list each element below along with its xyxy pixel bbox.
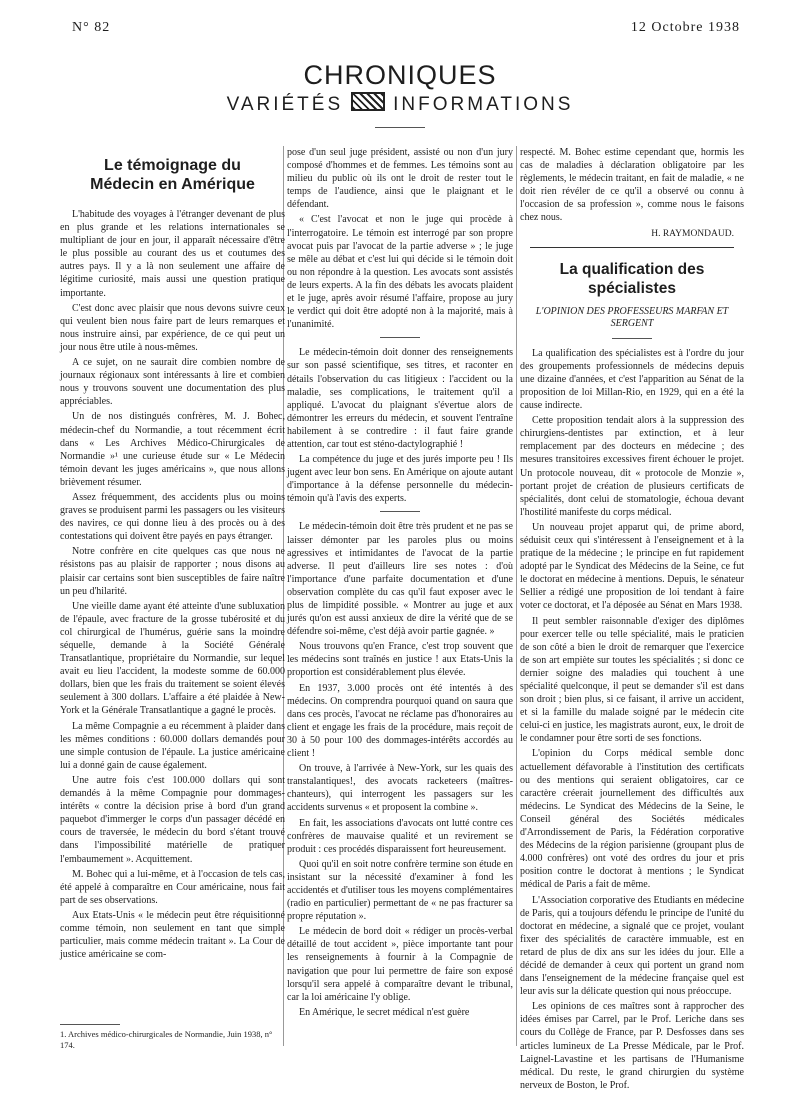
article2-subhead: L'OPINION DES PROFESSEURS MARFAN ET SERGENT [535,305,729,329]
paragraph: Il peut sembler raisonnable d'exiger des diplômes pour exercer telle ou telle spécialité, mais le praticien de son côté a bien le droit de remarquer que l'exercice de son art empiète sur toutes les spécialités ; si donc ce dernier soigne des maladies qui touchent à une spécialité quelconque, il peut se demander s'il est dans son droit ; bien plus, si ce faisant, il arrive un accident, et si la famille du malade soigné par le médecin cite celui-ci en justice, les magistrats auront, eux, le droit de le condamner pour être sorti de ses fonctions. [520,615,744,745]
paragraph: Un nouveau projet apparut qui, de prime abord, séduisit ceux qui s'intéressent à l'enseignement et à la pratique de la médecine ; le principe en fut rapidement adopté par le Syndicat des Médecins de la Seine, ce fut le doctorat en médecine à mentions. Depuis, le sénateur Sellier a rédigé une proposition de loi tendant à faire voter ce doctorat, et l'a déposée au Sénat en Mars 1938. [520,521,744,612]
footnote-text: 1. Archives médico-chirurgicales de Normandie, Juin 1938, n° 174. [60,1029,273,1050]
paragraph: En 1937, 3.000 procès ont été intentés à des médecins. On comprendra pourquoi quand on saura que dans ces procès, l'avocat ne réclame pas d'honoraires au client et engage les frais de la procédure, mais reçoit de 30 à 50 pour 100 des dommages-intérêts accordés au client ! [287,682,513,760]
paragraph: Le médecin de bord doit « rédiger un procès-verbal détaillé de tout accident », pièce importante tant pour les renseignements à fournir à la Compagnie de navigation que pour lui permettre de faire son exposé lorsqu'il sera appelé à comparaître devant le tribunal, car la loi américaine l'y oblige. [287,926,513,1003]
paragraph: L'Association corporative des Etudiants en médecine de Paris, qui a toujours défendu le principe de l'unité du doctorat en médecine, a signalé que ce projet, voulant fixer des spécialités de caractère immuable, est en retard de plus de dix ans sur les idées du jour. Elle a décidé de demander à ceux qui portent un grand nom dans l'enseignement de la médecine française quel est leur avis sur la délicate question qui nous préoccupe. [520,894,745,998]
article2-title: La qualification des spécialistes [559,260,705,297]
article-divider [530,247,734,248]
paragraph-divider [380,511,420,512]
paragraph: pose d'un seul juge président, assisté ou non d'un jury composé d'hommes et de femmes. Les témoins sont au milieu du public où ils ont le droit de rester tout le temps de l'audience, ainsi que le plaignant et le défendant. [287,147,513,211]
article1-title: Le témoignage du Médecin en Amérique [90,157,255,193]
title-divider [375,127,425,128]
column-2 [287,146,513,1021]
paragraph: Le médecin-témoin doit être très prudent et ne pas se laisser démonter par les paroles plus ou moins agressives et intimidantes de l'avocat de la partie adverse. Il peut d'ailleurs lire ses notes : d'où l'importance d'une parfaite documentation et d'une observation complète du cas qu'il faut exposer avec le plus de limpidité possible. « Montrer au juge et aux jurés qu'on est aussi anxieux de dire la vérité que de se défendre soi-même, c'est déjà avoir partie gagnée. » [287,521,513,638]
paragraph: Nous trouvons qu'en France, c'est trop souvent que les médecins sont traînés en justice ! aux Etats-Unis la proportion est considérablement plus élevée. [287,641,513,679]
paragraph: La compétence du juge et des jurés importe peu ! Ils jugent avec leur bon sens. En Amérique on ajoute autant d'importance à la défense personnelle du médecin-témoin qu'à l'avis des experts. [287,454,513,505]
paragraph: La qualification des spécialistes est à l'ordre du jour des groupements professionnels de médecins depuis une dizaine d'années, et c'est l'apparition au Sénat de la proposition de loi Millan-Rio, en 1929, qui en a été la cause indirecte. [520,347,744,412]
issue-number: N° 82 [72,20,111,35]
column-divider [516,146,517,1046]
subtitle-right: INFORMATIONS [393,94,574,115]
paragraph: On trouve, à l'arrivée à New-York, sur les quais des transtalantiques!, des avocats racketeers (maîtres-chanteurs), qui interrogent les passagers sur les accidents survenus « et proposent la combine ». [287,763,513,814]
paragraph: « C'est l'avocat et non le juge qui procède à l'interrogatoire. Le témoin est interrogé par son propre avocat puis par l'avocat de la partie adverse » ; le juge se mêle au débat et c'est lui qui décide si le témoin doit ou non répondre à la question. Les avocats sont assistés de leurs experts. A la fin des débats les avocats plaident et le juge, après avoir résumé l'affaire, propose au jury le verdict qui doit être adopté non à la majorité, mais à l'unanimité. [287,214,513,331]
paragraph: Cette proposition tendait alors à la suppression des chirurgiens-dentistes par extinction, et à leur remplacement par des docteurs en médecine ; des mesures transitoires excessives firent échouer le projet. Un protocole nouveau, dit « protocole de Monzie », portant projet de création de plusieurs certificats de spécialités, dont celui de stomatologie, échoua devant l'hostilité manifeste du corps médical. [520,415,744,518]
subtitle-left: VARIÉTÉS [226,94,344,115]
issue-date: 12 Octobre 1938 [630,20,740,35]
column-1 [60,146,285,963]
paragraph: Aux Etats-Unis « le médecin peut être réquisitionné comme témoin, non seulement en tant que simple particulier, mais comme médecin traitant ». La Cour de justice américaine se com- [60,909,285,961]
paragraph: Un de nos distingués confrères, M. J. Bohec, médecin-chef du Normandie, a tout récemment écrit dans « Les Archives Médico-Chirurgicales de Normandie »¹ une curieuse étude sur « Le Médecin témoin devant les juges américains », que nous allons brièvement résumer. [60,411,285,488]
article1-body [60,208,285,961]
section-title: CHRONIQUES [303,60,497,90]
column-3 [520,146,744,1094]
paragraph: respecté. M. Bohec estime cependant que, hormis les cas de maladies à déclaration obligatoire par les règlements, le médecin traitant, en fait de maladie, « ne doit rien révéler de ce qu'il a observé ou connu à l'occasion de sa profession », comme nous le faisons chez nous. [520,147,744,224]
signature: H. RAYMONDAUD. [651,228,734,239]
paragraph: C'est donc avec plaisir que nous devons suivre ceux qui veulent bien nous faire part de leurs remarques et nous instruire ainsi, par expérience, de ce qui peut un jour nous être utile à nous-mêmes. [60,302,285,353]
paragraph: Notre confrère en cite quelques cas que nous ne résistons pas au plaisir de rapporter ; nous disons au plaisir car certains sont bien susceptibles de faire naître un peu d'hilarité. [60,546,285,597]
paragraph: A ce sujet, on ne saurait dire combien nombre de journaux régionaux sont intéressants à lire et combien nous y trouvons souvent une documentation des plus appréciables. [60,357,285,408]
paragraph: En Amérique, le secret médical n'est guère [299,1006,470,1018]
paragraph: La même Compagnie a eu récemment à plaider dans les mêmes conditions : 60.000 dollars demandés pour une simple contusion de l'épaule. La justice américaine lui a donné gain de cause également. [60,720,285,771]
paragraph: En fait, les associations d'avocats ont lutté contre ces confrères de mauvaise qualité et un revirement se produit : ces procédés disparaissent fort heureusement. [287,817,513,855]
paragraph: Une autre fois c'est 100.000 dollars qui sont demandés à la même Compagnie pour dommages-intérêts « contre la décision prise à bord d'un grand paquebot d'immerger le corps d'un passager décédé en cours de traversée, le médecin du bord s'étant trouvé dans l'impossibilité matérielle de pratiquer l'embaumement ». Acquittement. [60,774,285,865]
footnote [60,1024,280,1051]
ornament-icon [351,92,385,111]
paragraph: Quoi qu'il en soit notre confrère termine son étude en insistant sur la nécessité d'examiner à fond les accidentés et d'utiliser tous les moyens complémentaires (radio en particulier) permettant de « ne pas fracturer sa propre réputation ». [287,858,513,923]
paragraph-divider [612,338,652,339]
paragraph: Assez fréquemment, des accidents plus ou moins graves se produisent parmi les passagers ou les visiteurs des navires, ce qui donne lieu à des procès ou à des contestations qui doivent être payés en pays étranger. [60,491,285,543]
paragraph: M. Bohec qui a lui-même, et à l'occasion de tels cas, été appelé à comparaître en Cour américaine, nous fait part de ses observations. [60,868,285,906]
paragraph: L'opinion du Corps médical semble donc actuellement défavorable à l'institution des certificats ou des mentions qui seraient obligatoires, car ce caractère créerait journellement des difficultés aux médecins. Le Syndicat des Médecins de la Seine, le Conseil général des Sociétés médicales d'Arrondissement de Paris, la Fédération corporative des Médecins de la région parisienne (groupant plus de 4.000 confrères) ont voté des ordres du jour et pris position contre le doctorat à mentions ; le Syndicat médical de Paris a fait de même. [520,748,744,891]
paragraph: Les opinions de ces maîtres sont à rapprocher des idées émises par Carrel, par le Prof. Leriche dans ses cours du Collège de France, par P. Desfosses dans ses articles lumineux de La Presse Médicale, par le Prof. Laignel-Lavastine et les partisans de l'Humanisme médical. Du reste, le grand chirurgien du système nerveux de Boston, le Prof. [520,1001,744,1091]
section-subtitle [0,92,800,116]
paragraph: Le médecin-témoin doit donner des renseignements sur son passé scientifique, ses titres, et raconter en détails l'observation du cas litigieux : l'accident ou la maladie, ses complications, le traitement qu'il a appliqué. L'avocat du plaignant s'évertue alors de démontrer les erreurs du médecin, et souvent l'entraîne habilement à se contredire : il faut faire grande attention, car tout est sténo-dactylographié ! [287,347,513,450]
paragraph-divider [380,337,420,338]
paragraph: L'habitude des voyages à l'étranger devenant de plus en plus grande et les relations internationales se multipliant de jour en jour, il apparaît nécessaire d'être le plus possible au courant des us et coutumes des autres pays. Il y a là non seulement une affaire de légitime curiosité, mais aussi une question pratique importante. [60,209,285,299]
paragraph: Une vieille dame ayant été atteinte d'une subluxation de l'épaule, avec fracture de la grosse tubérosité et du col chirurgical de l'humérus, guérie sans la moindre séquelle, demande à la Société Générale Transatlantique, propriétaire du Normandie, sur lequel avait eu lieu l'accident, la modeste somme de 60.000 dollars, bien que les frais du traitement se soient élevés seulement à 300 dollars. L'affaire a été plaidée à New-York et la Générale Transatlantique a gagné le procès. [60,600,285,717]
